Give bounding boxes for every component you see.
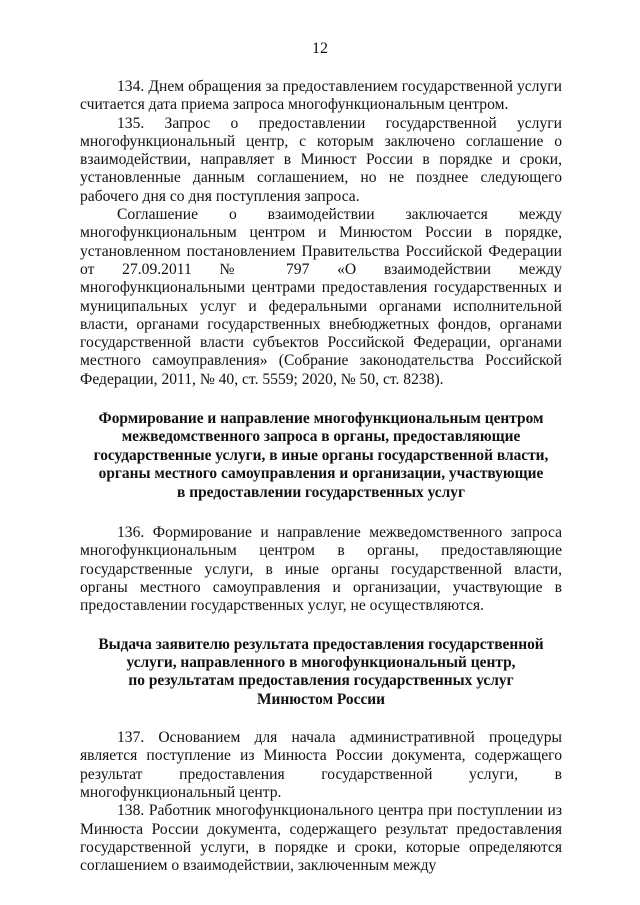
heading-line: в предоставлении государственных услуг [177, 483, 465, 501]
heading-line: органы местного самоуправления и организации, участвующие [98, 465, 544, 483]
paragraph-136: 136. Формирование и направление межведомственного запроса многофункциональным центром в органы, предоставляющие государственные услуги, в иные органы государственной власти, органы местного самоуправления и организации, участвующие в предоставлении государственных услуг, не осуществляются. [80, 524, 562, 615]
heading-line: государственные услуги, в иные органы государственной власти, [93, 446, 549, 464]
section-heading-result-issuance [80, 636, 562, 710]
document-body [80, 78, 562, 876]
heading-line: межведомственного запроса в органы, предоставляющие [121, 428, 521, 446]
heading-line: по результатам предоставления государственных услуг [128, 672, 514, 690]
paragraph-138: 138. Работник многофункционального центра при поступлении из Минюста России документа, содержащего результат предоставления государственной услуги, в порядке и сроки, которые определяются соглашением о взаимодействии, заключенным между [80, 802, 562, 875]
paragraph-135: 135. Запрос о предоставлении государственной услуги многофункциональный центр, с которым заключено соглашение о взаимодействии, направляет в Минюст России в порядке и сроки, установленные данным соглашением, но не позднее следующего рабочего дня со дня поступления запроса. [80, 114, 562, 205]
paragraph-134: 134. Днем обращения за предоставлением государственной услуги считается дата приема запроса многофункциональным центром. [80, 78, 562, 114]
heading-line: Минюстом России [256, 690, 386, 708]
heading-line: Выдача заявителю результата предоставления государственной [98, 635, 544, 653]
heading-line: услуги, направленного в многофункциональный центр, [126, 653, 516, 671]
paragraph-137: 137. Основанием для начала административной процедуры является поступление из Минюста России документа, содержащего результат предоставления государственной услуги, в многофункциональный центр. [80, 729, 562, 802]
heading-line: Формирование и направление многофункциональным центром [98, 410, 544, 428]
page-number: 12 [312, 40, 328, 57]
section-heading-interagency-request [80, 410, 562, 502]
paragraph-agreement: Соглашение о взаимодействии заключается между многофункциональным центром и Минюстом России в порядке, установленном постановлением Правительства Российской Федерации от 27.09.2011 № 797 «О взаимодействии между многофункциональными центрами предоставления государственных и муниципальных услуг и федеральными органами исполнительной власти, органами государственных внебюджетных фондов, органами государственной власти субъектов Российской Федерации, органами местного самоуправления» (Собрание законодательства Российской Федерации, 2011, № 40, ст. 5559; 2020, № 50, ст. 8238). [80, 206, 562, 388]
